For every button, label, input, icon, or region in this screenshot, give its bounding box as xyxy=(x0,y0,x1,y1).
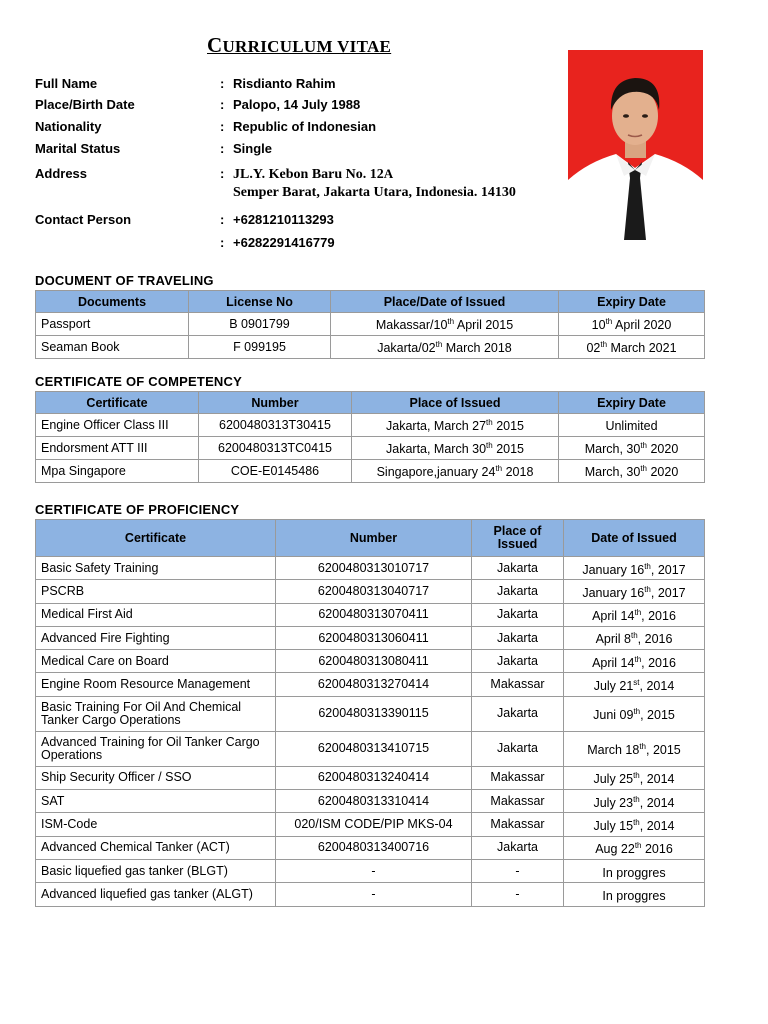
table-cell xyxy=(564,883,705,906)
cell-text: 10 xyxy=(591,318,606,333)
cell-superscript: th xyxy=(644,561,651,571)
cell-text: Unlimited xyxy=(605,419,658,434)
contact-phone-1: +6281210113293 xyxy=(233,212,334,227)
table-cell: 6200480313060411 xyxy=(276,626,472,649)
table-row xyxy=(36,460,705,483)
cell-text: In proggres xyxy=(602,888,666,903)
table-row xyxy=(36,673,705,696)
table-header-row xyxy=(36,520,705,557)
table-cell xyxy=(564,790,705,813)
table-cell: Mpa Singapore xyxy=(36,460,199,483)
cell-text: , 2016 xyxy=(637,632,673,647)
table-cell: Makassar xyxy=(472,673,564,696)
table-row xyxy=(36,650,705,673)
table-cell: Jakarta xyxy=(472,650,564,673)
traveling-table xyxy=(35,290,705,359)
cell-text: Jakarta, March 30 xyxy=(386,442,487,457)
cell-text: January 16 xyxy=(582,586,645,601)
table-cell xyxy=(331,313,559,336)
table-cell: COE-E0145486 xyxy=(199,460,352,483)
table-cell: 6200480313310414 xyxy=(276,790,472,813)
table-row xyxy=(36,813,705,836)
table-cell xyxy=(559,336,705,359)
cell-text: Jakarta, March 27 xyxy=(386,419,487,434)
table-cell: - xyxy=(276,883,472,906)
table-cell: 6200480313070411 xyxy=(276,603,472,626)
table-row xyxy=(36,557,705,580)
table-row xyxy=(36,766,705,789)
cell-text: , 2014 xyxy=(639,819,675,834)
cell-text: March 18 xyxy=(587,743,640,758)
contact-phone-2: +6282291416779 xyxy=(233,235,335,250)
section-traveling-heading: DOCUMENT OF TRAVELING xyxy=(35,273,214,288)
cell-text: , 2014 xyxy=(639,795,675,810)
table-header-row xyxy=(36,291,705,313)
cell-superscript: th xyxy=(605,317,613,327)
table-row xyxy=(36,437,705,460)
cell-superscript: th xyxy=(495,464,503,474)
table-cell: Endorsment ATT III xyxy=(36,437,199,460)
table-cell: 6200480313270414 xyxy=(276,673,472,696)
cell-text: 2020 xyxy=(646,442,679,457)
cell-superscript: th xyxy=(447,317,455,327)
contact-separator: : xyxy=(220,212,225,227)
address-line-1: JL.Y. Kebon Baru No. 12A xyxy=(233,166,394,182)
table-cell xyxy=(564,650,705,673)
table-cell: Jakarta xyxy=(472,836,564,859)
info-label: Full Name xyxy=(35,76,98,91)
table-cell xyxy=(564,813,705,836)
cell-superscript: st xyxy=(633,678,640,688)
cell-text: March 2018 xyxy=(442,341,512,356)
document-title: CURRICULUM VITAE xyxy=(207,33,392,57)
table-cell xyxy=(564,557,705,580)
cell-text: 2015 xyxy=(492,442,524,457)
cell-superscript: th xyxy=(633,794,640,804)
table-cell: Seaman Book xyxy=(36,336,189,359)
table-cell: Jakarta xyxy=(472,557,564,580)
cell-superscript: th xyxy=(486,418,493,428)
column-header: Certificate xyxy=(36,520,276,557)
column-header: Certificate xyxy=(36,392,199,414)
cell-superscript: th xyxy=(644,584,651,594)
table-cell xyxy=(559,313,705,336)
cell-text: July 21 xyxy=(593,679,634,694)
cell-superscript: th xyxy=(634,608,642,618)
cell-superscript: th xyxy=(633,771,640,781)
info-label: Place/Birth Date xyxy=(35,97,135,112)
column-header: Place/Date of Issued xyxy=(331,291,559,313)
table-row xyxy=(36,580,705,603)
column-header: Number xyxy=(199,392,352,414)
cell-text: March, 30 xyxy=(584,465,641,480)
table-cell: Jakarta xyxy=(472,696,564,731)
info-separator: : xyxy=(220,119,225,134)
table-cell xyxy=(559,437,705,460)
table-cell xyxy=(564,673,705,696)
info-separator: : xyxy=(220,141,225,156)
cell-text: July 23 xyxy=(593,795,634,810)
table-cell: 6200480313TC0415 xyxy=(199,437,352,460)
info-label: Marital Status xyxy=(35,141,121,156)
table-header-row xyxy=(36,392,705,414)
cell-text: , 2017 xyxy=(650,586,686,601)
cell-text: Juni 09 xyxy=(593,708,634,723)
table-cell: - xyxy=(276,859,472,882)
cell-text: 02 xyxy=(586,341,601,356)
table-cell xyxy=(564,626,705,649)
column-header: License No xyxy=(189,291,331,313)
cell-superscript: th xyxy=(631,631,638,641)
table-row xyxy=(36,790,705,813)
cell-text: April 2020 xyxy=(612,318,672,333)
table-cell: Makassar xyxy=(472,766,564,789)
cell-text: 2018 xyxy=(502,465,534,480)
cell-text: , 2016 xyxy=(641,655,676,670)
cell-superscript: th xyxy=(640,464,647,474)
table-cell: B 0901799 xyxy=(189,313,331,336)
table-row xyxy=(36,414,705,437)
table-cell: 6200480313010717 xyxy=(276,557,472,580)
cell-text: Jakarta/02 xyxy=(377,341,436,356)
table-cell: Advanced liquefied gas tanker (ALGT) xyxy=(36,883,276,906)
profile-photo xyxy=(568,50,703,241)
section-proficiency-heading: CERTIFICATE OF PROFICIENCY xyxy=(35,502,240,517)
table-row xyxy=(36,883,705,906)
table-row xyxy=(36,336,705,359)
table-cell xyxy=(559,414,705,437)
table-cell xyxy=(352,414,559,437)
table-cell: Medical Care on Board xyxy=(36,650,276,673)
table-cell: PSCRB xyxy=(36,580,276,603)
cell-superscript: th xyxy=(633,817,640,827)
table-cell: Basic Safety Training xyxy=(36,557,276,580)
section-competency-heading: CERTIFICATE OF COMPETENCY xyxy=(35,374,242,389)
table-cell: SAT xyxy=(36,790,276,813)
table-cell: Makassar xyxy=(472,813,564,836)
info-label: Nationality xyxy=(35,119,102,134)
table-cell: Basic liquefied gas tanker (BLGT) xyxy=(36,859,276,882)
proficiency-table xyxy=(35,519,705,907)
cell-text: July 15 xyxy=(593,819,634,834)
cell-text: April 2015 xyxy=(454,318,514,333)
table-cell: 6200480313410715 xyxy=(276,731,472,766)
table-cell: Passport xyxy=(36,313,189,336)
table-cell xyxy=(564,580,705,603)
table-cell: Jakarta xyxy=(472,580,564,603)
info-value: Single xyxy=(233,141,273,156)
table-cell: Jakarta xyxy=(472,731,564,766)
contact-separator-2: : xyxy=(220,235,225,250)
table-row xyxy=(36,696,705,731)
table-cell: Jakarta xyxy=(472,626,564,649)
cell-text: , 2015 xyxy=(640,708,675,723)
table-cell: - xyxy=(472,883,564,906)
cell-text: April 14 xyxy=(592,609,635,624)
table-cell: 6200480313240414 xyxy=(276,766,472,789)
table-cell: 020/ISM CODE/PIP MKS-04 xyxy=(276,813,472,836)
table-cell: 6200480313040717 xyxy=(276,580,472,603)
column-header: Number xyxy=(276,520,472,557)
table-cell: Basic Training For Oil And Chemical Tanker Cargo Operations xyxy=(36,696,276,731)
table-cell xyxy=(564,766,705,789)
address-separator: : xyxy=(220,166,225,181)
address-label: Address xyxy=(35,166,88,181)
cell-superscript: th xyxy=(640,441,647,451)
info-separator: : xyxy=(220,76,225,91)
cell-text: January 16 xyxy=(582,562,645,577)
cell-text: 2020 xyxy=(646,465,679,480)
cell-superscript: th xyxy=(634,654,642,664)
table-cell: Ship Security Officer / SSO xyxy=(36,766,276,789)
table-cell: Makassar xyxy=(472,790,564,813)
cell-text: , 2014 xyxy=(639,679,675,694)
address-line-2: Semper Barat, Jakarta Utara, Indonesia. 14130 xyxy=(233,185,516,200)
column-header: Expiry Date xyxy=(559,291,705,313)
table-cell xyxy=(564,836,705,859)
cell-text: April 8 xyxy=(595,632,631,647)
cell-text: March 2021 xyxy=(607,341,677,356)
cell-superscript: th xyxy=(634,841,642,851)
table-cell: F 099195 xyxy=(189,336,331,359)
info-value: Risdianto Rahim xyxy=(233,76,336,91)
table-cell: 6200480313T30415 xyxy=(199,414,352,437)
table-row xyxy=(36,603,705,626)
cell-text: 2016 xyxy=(641,842,673,857)
column-header: Date of Issued xyxy=(564,520,705,557)
table-cell xyxy=(331,336,559,359)
cell-text: In proggres xyxy=(602,865,666,880)
table-row xyxy=(36,859,705,882)
table-cell xyxy=(564,603,705,626)
column-header: Place of Issued xyxy=(472,520,564,557)
table-cell xyxy=(352,437,559,460)
cell-text: April 14 xyxy=(592,655,635,670)
table-cell: Jakarta xyxy=(472,603,564,626)
cell-text: , 2015 xyxy=(646,743,681,758)
table-cell: Advanced Fire Fighting xyxy=(36,626,276,649)
info-value: Republic of Indonesian xyxy=(233,119,377,134)
column-header: Expiry Date xyxy=(559,392,705,414)
info-value: Palopo, 14 July 1988 xyxy=(233,97,361,112)
cell-superscript: th xyxy=(600,340,608,350)
table-cell: Medical First Aid xyxy=(36,603,276,626)
table-cell xyxy=(564,696,705,731)
cell-text: March, 30 xyxy=(584,442,641,457)
cell-text: Makassar/10 xyxy=(375,318,448,333)
table-cell: ISM-Code xyxy=(36,813,276,836)
table-cell: Advanced Training for Oil Tanker Cargo Operations xyxy=(36,731,276,766)
table-row xyxy=(36,626,705,649)
cell-text: , 2016 xyxy=(641,609,676,624)
table-cell: Advanced Chemical Tanker (ACT) xyxy=(36,836,276,859)
cell-text: Aug 22 xyxy=(595,842,635,857)
table-cell: - xyxy=(472,859,564,882)
cell-superscript: th xyxy=(435,340,443,350)
table-row xyxy=(36,836,705,859)
table-cell: 6200480313390115 xyxy=(276,696,472,731)
table-cell: 6200480313080411 xyxy=(276,650,472,673)
table-cell xyxy=(352,460,559,483)
cell-text: 2015 xyxy=(492,419,524,434)
table-row xyxy=(36,313,705,336)
table-cell xyxy=(559,460,705,483)
table-cell: 6200480313400716 xyxy=(276,836,472,859)
column-header: Place of Issued xyxy=(352,392,559,414)
table-cell: Engine Room Resource Management xyxy=(36,673,276,696)
cell-text: Singapore,january 24 xyxy=(376,465,496,480)
table-row xyxy=(36,731,705,766)
column-header: Documents xyxy=(36,291,189,313)
table-cell: Engine Officer Class III xyxy=(36,414,199,437)
cell-superscript: th xyxy=(639,742,646,752)
table-cell xyxy=(564,859,705,882)
table-cell xyxy=(564,731,705,766)
cell-superscript: th xyxy=(633,707,641,717)
cell-superscript: th xyxy=(486,441,493,451)
cell-text: , 2017 xyxy=(650,562,686,577)
competency-table xyxy=(35,391,705,483)
info-separator: : xyxy=(220,97,225,112)
cell-text: , 2014 xyxy=(639,772,675,787)
contact-label: Contact Person xyxy=(35,212,132,227)
cell-text: July 25 xyxy=(593,772,634,787)
